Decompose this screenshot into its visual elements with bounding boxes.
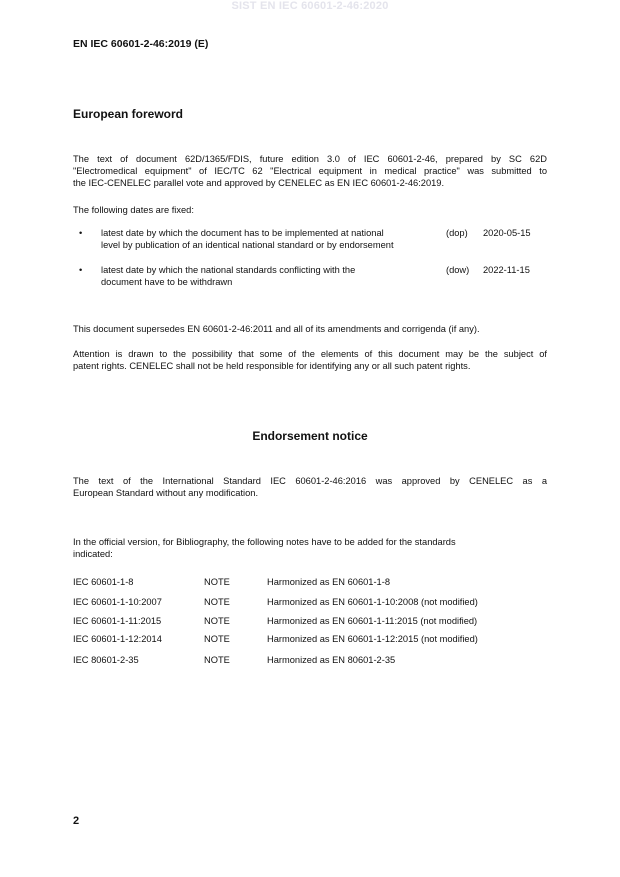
endorsement-line: The text of the International Standard IEC 60601-2-46:2016 was approved by CENELEC as a	[73, 476, 547, 486]
bibliography-intro	[73, 536, 547, 560]
date-code: (dop)	[446, 228, 468, 238]
note-row	[73, 654, 553, 666]
note-row	[73, 596, 553, 608]
date-item-dow	[73, 264, 553, 288]
date-item-line: document have to be withdrawn	[101, 277, 233, 287]
foreword-intro	[73, 153, 547, 189]
document-header: EN IEC 60601-2-46:2019 (E)	[73, 38, 209, 50]
note-text: Harmonized as EN 60601-1-10:2008 (not modified)	[267, 597, 478, 607]
foreword-title: European foreword	[73, 107, 184, 121]
foreword-intro-line: the IEC-CENELEC parallel vote and approved by CENELEC as EN IEC 60601-2-46:2019.	[73, 178, 445, 188]
foreword-intro-line: "Electromedical equipment" of IEC/TC 62 "Electrical equipment in medical practice" was submitted to	[73, 166, 547, 176]
date-item-line: latest date by which the document has to be implemented at national	[101, 228, 384, 238]
note-standard: IEC 80601-2-35	[73, 655, 139, 665]
dates-intro: The following dates are fixed:	[73, 205, 194, 215]
bullet-glyph: •	[79, 228, 83, 238]
bibliography-line: indicated:	[73, 549, 113, 559]
note-label: NOTE	[204, 597, 230, 607]
date-value: 2020-05-15	[483, 228, 531, 238]
note-standard: IEC 60601-1-10:2007	[73, 597, 162, 607]
note-text: Harmonized as EN 80601-2-35	[267, 655, 396, 665]
note-row	[73, 633, 553, 645]
date-item-text	[101, 264, 441, 288]
note-standard: IEC 60601-1-11:2015	[73, 616, 162, 626]
date-code: (dow)	[446, 265, 470, 275]
date-item-line: level by publication of an identical national standard or by endorsement	[101, 240, 394, 250]
note-label: NOTE	[204, 577, 230, 587]
attention-line: Attention is drawn to the possibility that some of the elements of this document may be the subject of	[73, 349, 547, 359]
attention-paragraph	[73, 348, 547, 372]
note-row	[73, 615, 553, 627]
date-item-line: latest date by which the national standards conflicting with the	[101, 265, 356, 275]
note-label: NOTE	[204, 655, 230, 665]
bibliography-line: In the official version, for Bibliography, the following notes have to be added for the standards	[73, 537, 456, 547]
note-row	[73, 576, 553, 588]
date-value: 2022-11-15	[483, 265, 530, 275]
note-text: Harmonized as EN 60601-1-12:2015 (not modified)	[267, 634, 478, 644]
bullet-glyph: •	[79, 265, 83, 275]
attention-line: patent rights. CENELEC shall not be held responsible for identifying any or all such patent rights.	[73, 361, 471, 371]
date-item-dop	[73, 227, 553, 251]
note-standard: IEC 60601-1-12:2014	[73, 634, 162, 644]
note-text: Harmonized as EN 60601-1-8	[267, 577, 390, 587]
endorsement-text	[73, 475, 547, 499]
date-item-text	[101, 227, 441, 251]
note-standard: IEC 60601-1-8	[73, 577, 134, 587]
supersedes-paragraph: This document supersedes EN 60601-2-46:2011 and all of its amendments and corrigenda (if any).	[73, 324, 480, 334]
note-text: Harmonized as EN 60601-1-11:2015 (not modified)	[267, 616, 478, 626]
watermark: SIST EN IEC 60601-2-46:2020	[231, 0, 389, 12]
endorsement-line: European Standard without any modification.	[73, 488, 259, 498]
note-label: NOTE	[204, 634, 230, 644]
foreword-intro-line: The text of document 62D/1365/FDIS, future edition 3.0 of IEC 60601-2-46, prepared by SC 62D	[73, 154, 547, 164]
page-number: 2	[73, 815, 80, 827]
endorsement-title: Endorsement notice	[252, 429, 368, 443]
note-label: NOTE	[204, 616, 230, 626]
